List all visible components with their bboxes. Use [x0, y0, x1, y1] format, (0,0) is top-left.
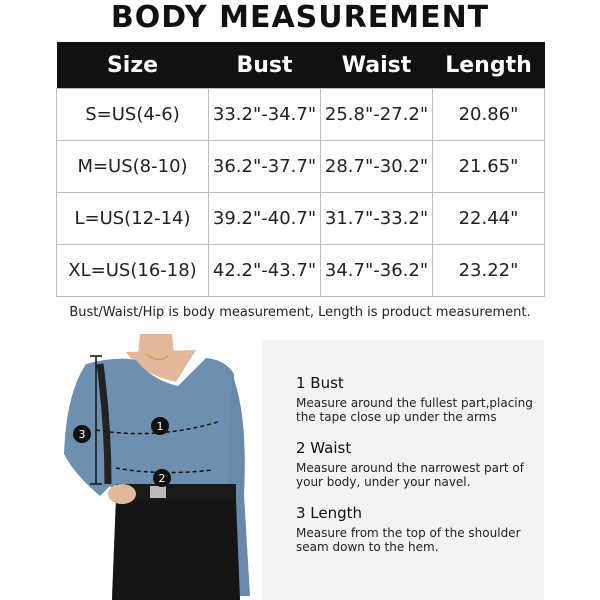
cell-waist: 34.7"-36.2": [321, 245, 433, 297]
table-row: [57, 141, 545, 193]
measurement-note: Bust/Waist/Hip is body measurement, Length is product measurement.: [69, 305, 531, 320]
cell-size: XL=US(16-18): [57, 245, 209, 297]
cell-bust: 33.2"-34.7": [209, 89, 321, 141]
table-row: [57, 193, 545, 245]
model-illustration: [56, 334, 266, 600]
cell-size: S=US(4-6): [57, 89, 209, 141]
cell-length: 21.65": [433, 141, 545, 193]
cell-size: M=US(8-10): [57, 141, 209, 193]
guide-description: Measure around the narrowest part of your body, under your navel.: [296, 461, 524, 489]
cell-length: 23.22": [433, 245, 545, 297]
cell-bust: 42.2"-43.7": [209, 245, 321, 297]
guide-heading: 2 Waist: [296, 439, 352, 457]
table-row: [57, 245, 545, 297]
marker-bust: 1: [156, 420, 164, 433]
page-title: BODY MEASUREMENT: [110, 0, 490, 35]
marker-length: 3: [78, 428, 86, 441]
header-size: Size: [57, 42, 209, 89]
cell-length: 22.44": [433, 193, 545, 245]
cell-length: 20.86": [433, 89, 545, 141]
guide-heading: 3 Length: [296, 504, 363, 522]
cell-waist: 31.7"-33.2": [321, 193, 433, 245]
table-row: [57, 89, 545, 141]
guide-item-waist: [296, 439, 546, 489]
guide-item-bust: [296, 374, 546, 424]
cell-waist: 28.7"-30.2": [321, 141, 433, 193]
guide-description: Measure around the fullest part,placing the tape close up under the arms: [296, 396, 533, 424]
cell-size: L=US(12-14): [57, 193, 209, 245]
guide-description: Measure from the top of the shoulder seam down to the hem.: [296, 526, 521, 554]
table-header-row: [57, 42, 545, 89]
guide-item-length: [296, 504, 546, 554]
model-figure-icon: [56, 334, 266, 600]
header-length: Length: [433, 42, 545, 89]
cell-bust: 39.2"-40.7": [209, 193, 321, 245]
header-waist: Waist: [321, 42, 433, 89]
guide-heading: 1 Bust: [296, 374, 344, 392]
header-bust: Bust: [209, 42, 321, 89]
size-chart-table: [56, 42, 545, 297]
cell-waist: 25.8"-27.2": [321, 89, 433, 141]
cell-bust: 36.2"-37.7": [209, 141, 321, 193]
marker-waist: 2: [158, 472, 166, 485]
